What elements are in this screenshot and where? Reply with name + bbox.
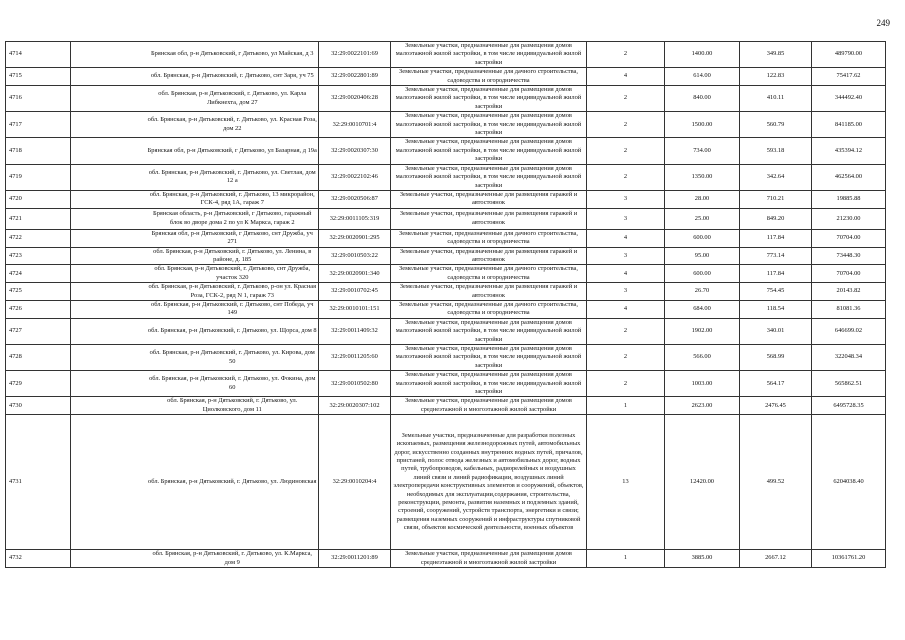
cadastral-value-cell: 19885.88 bbox=[812, 190, 886, 208]
area-cell: 684.00 bbox=[665, 300, 740, 318]
cadastral-number-cell: 32:29:0022102:46 bbox=[319, 164, 391, 190]
cadastral-number-cell: 32:29:0020901:295 bbox=[319, 229, 391, 247]
row-number-cell: 4728 bbox=[6, 345, 71, 371]
cadastral-number-cell: 32:29:0020307:30 bbox=[319, 138, 391, 164]
address-cell: обл. Брянская, р-н Дятьковский, г. Дятьково, ул. Щорса, дом 8 bbox=[147, 318, 319, 344]
row-number-cell: 4729 bbox=[6, 371, 71, 397]
group-number-cell: 4 bbox=[587, 265, 665, 283]
row-number-cell: 4731 bbox=[6, 415, 71, 550]
row-number-cell: 4714 bbox=[6, 42, 71, 68]
table-row bbox=[6, 112, 886, 138]
unit-price-cell: 754.45 bbox=[740, 283, 812, 301]
table-row bbox=[6, 397, 886, 415]
cadastral-value-table bbox=[5, 41, 886, 568]
address-cell: обл. Брянская, р-н Дятьковский, г. Дятьково, ул. Кирова, дом 50 bbox=[147, 345, 319, 371]
table-row bbox=[6, 42, 886, 68]
row-number-cell: 4726 bbox=[6, 300, 71, 318]
empty-cell bbox=[71, 190, 147, 208]
area-cell: 1902.00 bbox=[665, 318, 740, 344]
empty-cell bbox=[71, 550, 147, 568]
cadastral-value-cell: 70704.00 bbox=[812, 265, 886, 283]
empty-cell bbox=[71, 415, 147, 550]
row-number-cell: 4716 bbox=[6, 86, 71, 112]
row-number-cell: 4718 bbox=[6, 138, 71, 164]
land-purpose-cell: Земельные участки, предназначенные для размещения домов малоэтажной жилой застройки, в том числе индивидуальной жилой застройки bbox=[391, 138, 587, 164]
table-row bbox=[6, 345, 886, 371]
area-cell: 3885.00 bbox=[665, 550, 740, 568]
area-cell: 2623.00 bbox=[665, 397, 740, 415]
cadastral-value-cell: 10361761.20 bbox=[812, 550, 886, 568]
address-cell: обл. Брянская, р-н Дятьковский, г. Дятьково, 13 микрорайон, ГСК-4, ряд 1А, гараж 7 bbox=[147, 190, 319, 208]
unit-price-cell: 118.54 bbox=[740, 300, 812, 318]
empty-cell bbox=[71, 318, 147, 344]
row-number-cell: 4727 bbox=[6, 318, 71, 344]
unit-price-cell: 710.21 bbox=[740, 190, 812, 208]
unit-price-cell: 564.17 bbox=[740, 371, 812, 397]
land-purpose-cell: Земельные участки, предназначенные для размещения домов среднеэтажной и многоэтажной жилой застройки bbox=[391, 550, 587, 568]
table-row bbox=[6, 164, 886, 190]
area-cell: 95.00 bbox=[665, 247, 740, 265]
row-number-cell: 4715 bbox=[6, 68, 71, 86]
address-cell: обл. Брянская, р-н Дятьковский, г. Дятьково, снт Дружба, участок 320 bbox=[147, 265, 319, 283]
table-row bbox=[6, 86, 886, 112]
empty-cell bbox=[71, 397, 147, 415]
cadastral-value-cell: 322048.34 bbox=[812, 345, 886, 371]
cadastral-number-cell: 32:29:0010204:4 bbox=[319, 415, 391, 550]
cadastral-value-cell: 21230.00 bbox=[812, 208, 886, 229]
group-number-cell: 4 bbox=[587, 300, 665, 318]
unit-price-cell: 349.85 bbox=[740, 42, 812, 68]
cadastral-number-cell: 32:29:0010503:22 bbox=[319, 247, 391, 265]
empty-cell bbox=[71, 68, 147, 86]
empty-cell bbox=[71, 208, 147, 229]
table-row bbox=[6, 247, 886, 265]
address-cell: Брянская область, р-н Дятьковский, г Дятьково, гаражный блок во дворе дома 2 по ул К Маркса, гараж 2 bbox=[147, 208, 319, 229]
area-cell: 600.00 bbox=[665, 265, 740, 283]
cadastral-number-cell: 32:29:0020406:28 bbox=[319, 86, 391, 112]
group-number-cell: 4 bbox=[587, 229, 665, 247]
group-number-cell: 2 bbox=[587, 318, 665, 344]
cadastral-value-cell: 70704.00 bbox=[812, 229, 886, 247]
cadastral-value-cell: 646699.02 bbox=[812, 318, 886, 344]
cadastral-value-cell: 462564.00 bbox=[812, 164, 886, 190]
group-number-cell: 2 bbox=[587, 371, 665, 397]
unit-price-cell: 773.14 bbox=[740, 247, 812, 265]
empty-cell bbox=[71, 300, 147, 318]
land-purpose-cell: Земельные участки, предназначенные для размещения домов среднеэтажной и многоэтажной жилой застройки bbox=[391, 397, 587, 415]
row-number-cell: 4721 bbox=[6, 208, 71, 229]
table-row bbox=[6, 68, 886, 86]
group-number-cell: 2 bbox=[587, 345, 665, 371]
area-cell: 25.00 bbox=[665, 208, 740, 229]
cadastral-value-cell: 75417.62 bbox=[812, 68, 886, 86]
land-purpose-cell: Земельные участки, предназначенные для размещения домов малоэтажной жилой застройки, в том числе индивидуальной жилой застройки bbox=[391, 42, 587, 68]
empty-cell bbox=[71, 229, 147, 247]
land-purpose-cell: Земельные участки, предназначенные для размещения гаражей и автостоянок bbox=[391, 283, 587, 301]
empty-cell bbox=[71, 247, 147, 265]
table-row bbox=[6, 190, 886, 208]
area-cell: 12420.00 bbox=[665, 415, 740, 550]
group-number-cell: 3 bbox=[587, 283, 665, 301]
row-number-cell: 4723 bbox=[6, 247, 71, 265]
land-purpose-cell: Земельные участки, предназначенные для размещения домов малоэтажной жилой застройки, в том числе индивидуальной жилой застройки bbox=[391, 371, 587, 397]
group-number-cell: 1 bbox=[587, 397, 665, 415]
unit-price-cell: 568.99 bbox=[740, 345, 812, 371]
address-cell: обл. Брянская, р-н Дятьковский, г. Дятьково, р-он ул. Красная Роза, ГСК-2, ряд N 1, гараж 73 bbox=[147, 283, 319, 301]
cadastral-value-cell: 565862.51 bbox=[812, 371, 886, 397]
cadastral-value-cell: 20143.82 bbox=[812, 283, 886, 301]
empty-cell bbox=[71, 112, 147, 138]
table-row bbox=[6, 283, 886, 301]
cadastral-value-cell: 73448.30 bbox=[812, 247, 886, 265]
land-purpose-cell: Земельные участки, предназначенные для дачного строительства, садоводства и огородничества bbox=[391, 68, 587, 86]
unit-price-cell: 117.84 bbox=[740, 229, 812, 247]
unit-price-cell: 849.20 bbox=[740, 208, 812, 229]
cadastral-number-cell: 32:29:0011105:319 bbox=[319, 208, 391, 229]
cadastral-number-cell: 32:29:0010101:151 bbox=[319, 300, 391, 318]
unit-price-cell: 410.11 bbox=[740, 86, 812, 112]
table-row bbox=[6, 550, 886, 568]
cadastral-number-cell: 32:29:0010701:4 bbox=[319, 112, 391, 138]
cadastral-number-cell: 32:29:0011205:60 bbox=[319, 345, 391, 371]
table-row bbox=[6, 300, 886, 318]
cadastral-number-cell: 32:29:0011201:89 bbox=[319, 550, 391, 568]
cadastral-number-cell: 32:29:0010702:45 bbox=[319, 283, 391, 301]
table-row bbox=[6, 371, 886, 397]
land-purpose-cell: Земельные участки, предназначенные для дачного строительства, садоводства и огородничества bbox=[391, 229, 587, 247]
cadastral-value-cell: 489790.00 bbox=[812, 42, 886, 68]
empty-cell bbox=[71, 164, 147, 190]
land-purpose-cell: Земельные участки, предназначенные для размещения гаражей и автостоянок bbox=[391, 247, 587, 265]
group-number-cell: 3 bbox=[587, 208, 665, 229]
address-cell: обл. Брянская, р-н Дятьковский, г. Дятьково, снт Победа, уч 149 bbox=[147, 300, 319, 318]
cadastral-value-cell: 435394.12 bbox=[812, 138, 886, 164]
area-cell: 600.00 bbox=[665, 229, 740, 247]
empty-cell bbox=[71, 265, 147, 283]
group-number-cell: 2 bbox=[587, 86, 665, 112]
area-cell: 1400.00 bbox=[665, 42, 740, 68]
address-cell: обл. Брянская, р-н Дятьковский, г. Дятьково, ул. Людиновская bbox=[147, 415, 319, 550]
cadastral-number-cell: 32:29:0011409:32 bbox=[319, 318, 391, 344]
group-number-cell: 3 bbox=[587, 247, 665, 265]
empty-cell bbox=[71, 345, 147, 371]
unit-price-cell: 2667.12 bbox=[740, 550, 812, 568]
unit-price-cell: 2476.45 bbox=[740, 397, 812, 415]
cadastral-number-cell: 32:29:0020307:102 bbox=[319, 397, 391, 415]
area-cell: 734.00 bbox=[665, 138, 740, 164]
table-row bbox=[6, 229, 886, 247]
area-cell: 1003.00 bbox=[665, 371, 740, 397]
row-number-cell: 4719 bbox=[6, 164, 71, 190]
address-cell: обл. Брянская, р-н Дятьковский, г. Дятьково, ул. К.Маркса, дом 9 bbox=[147, 550, 319, 568]
cadastral-number-cell: 32:29:0020901:340 bbox=[319, 265, 391, 283]
unit-price-cell: 340.01 bbox=[740, 318, 812, 344]
empty-cell bbox=[71, 86, 147, 112]
cadastral-value-cell: 81081.36 bbox=[812, 300, 886, 318]
area-cell: 1500.00 bbox=[665, 112, 740, 138]
table-row bbox=[6, 208, 886, 229]
unit-price-cell: 117.84 bbox=[740, 265, 812, 283]
empty-cell bbox=[71, 138, 147, 164]
cadastral-value-cell: 841185.00 bbox=[812, 112, 886, 138]
group-number-cell: 2 bbox=[587, 164, 665, 190]
row-number-cell: 4725 bbox=[6, 283, 71, 301]
land-purpose-cell: Земельные участки, предназначенные для размещения домов малоэтажной жилой застройки, в том числе индивидуальной жилой застройки bbox=[391, 164, 587, 190]
row-number-cell: 4722 bbox=[6, 229, 71, 247]
group-number-cell: 2 bbox=[587, 138, 665, 164]
area-cell: 614.00 bbox=[665, 68, 740, 86]
group-number-cell: 2 bbox=[587, 42, 665, 68]
land-purpose-cell: Земельные участки, предназначенные для размещения гаражей и автостоянок bbox=[391, 190, 587, 208]
cadastral-number-cell: 32:29:0010502:80 bbox=[319, 371, 391, 397]
address-cell: Брянская обл, р-н Дятьковский, г Дятьково, ул Базарная, д 19а bbox=[147, 138, 319, 164]
group-number-cell: 1 bbox=[587, 550, 665, 568]
cadastral-number-cell: 32:29:0020506:87 bbox=[319, 190, 391, 208]
address-cell: Брянская обл, р-н Дятьковский, г Дятьково, ул Майская, д 3 bbox=[147, 42, 319, 68]
land-purpose-cell: Земельные участки, предназначенные для дачного строительства, садоводства и огородничества bbox=[391, 300, 587, 318]
table-row bbox=[6, 138, 886, 164]
row-number-cell: 4732 bbox=[6, 550, 71, 568]
land-purpose-cell: Земельные участки, предназначенные для размещения гаражей и автостоянок bbox=[391, 208, 587, 229]
area-cell: 26.70 bbox=[665, 283, 740, 301]
area-cell: 840.00 bbox=[665, 86, 740, 112]
group-number-cell: 2 bbox=[587, 112, 665, 138]
area-cell: 566.00 bbox=[665, 345, 740, 371]
cadastral-number-cell: 32:29:0022101:69 bbox=[319, 42, 391, 68]
table-body bbox=[6, 42, 886, 568]
table-row bbox=[6, 318, 886, 344]
row-number-cell: 4720 bbox=[6, 190, 71, 208]
address-cell: обл. Брянская, р-н Дятьковский, г. Дятьково, ул. Фокина, дом 60 bbox=[147, 371, 319, 397]
row-number-cell: 4730 bbox=[6, 397, 71, 415]
land-purpose-cell: Земельные участки, предназначенные для размещения домов малоэтажной жилой застройки, в том числе индивидуальной жилой застройки bbox=[391, 318, 587, 344]
address-cell: Брянская обл, р-н Дятьковский, г Дятьково, снт Дружба, уч 271 bbox=[147, 229, 319, 247]
cadastral-value-cell: 6495728.35 bbox=[812, 397, 886, 415]
address-cell: обл. Брянская, р-н Дятьковский, г. Дятьково, ул. Карла Либкнехта, дом 27 bbox=[147, 86, 319, 112]
address-cell: обл. Брянская, р-н Дятьковский, г. Дятьково, ул. Красная Роза, дом 22 bbox=[147, 112, 319, 138]
address-cell: обл. Брянская, р-н Дятьковский, г. Дятьково, ул. Циолковского, дом 11 bbox=[147, 397, 319, 415]
group-number-cell: 13 bbox=[587, 415, 665, 550]
cadastral-value-cell: 6204038.40 bbox=[812, 415, 886, 550]
land-purpose-cell: Земельные участки, предназначенные для размещения домов малоэтажной жилой застройки, в том числе индивидуальной жилой застройки bbox=[391, 86, 587, 112]
unit-price-cell: 593.18 bbox=[740, 138, 812, 164]
unit-price-cell: 342.64 bbox=[740, 164, 812, 190]
row-number-cell: 4717 bbox=[6, 112, 71, 138]
cadastral-value-cell: 344492.40 bbox=[812, 86, 886, 112]
address-cell: обл. Брянская, р-н Дятьковский, г. Дятьково, ул. Ленина, в районе, д. 185 bbox=[147, 247, 319, 265]
address-cell: обл. Брянская, р-н Дятьковский, г. Дятьково, ул. Светлая, дом 12 а bbox=[147, 164, 319, 190]
land-purpose-cell: Земельные участки, предназначенные для размещения домов малоэтажной жилой застройки, в том числе индивидуальной жилой застройки bbox=[391, 345, 587, 371]
area-cell: 28.00 bbox=[665, 190, 740, 208]
address-cell: обл. Брянская, р-н Дятьковский, г. Дятьково, снт Заря, уч 75 bbox=[147, 68, 319, 86]
area-cell: 1350.00 bbox=[665, 164, 740, 190]
land-purpose-cell: Земельные участки, предназначенные для разработки полезных ископаемых, размещения железнодорожных путей, автомобильных дорог, искусственно созданных внутренних водных путей, причалов, пристаней, полос отвода железных и автомобильных дорог, водных путей, трубопроводов, кабельных, радиорелейных и воздушных линий связи и линий радиофикации, воздушных линий электропередачи конструктивных элементов и сооружений, объектов, необходимых для эксплуатации,содержания, строительства, реконструкции, ремонта, развития наземных и подземных зданий, строений, сооружений, устройств транспорта, энергетики и связи; размещения наземных сооружений и инфраструктуры спутниковой связи, объектов космической деятельности, военных объектов bbox=[391, 415, 587, 550]
page-number: 249 bbox=[876, 18, 890, 28]
group-number-cell: 4 bbox=[587, 68, 665, 86]
land-purpose-cell: Земельные участки, предназначенные для дачного строительства, садоводства и огородничества bbox=[391, 265, 587, 283]
row-number-cell: 4724 bbox=[6, 265, 71, 283]
empty-cell bbox=[71, 42, 147, 68]
unit-price-cell: 499.52 bbox=[740, 415, 812, 550]
unit-price-cell: 560.79 bbox=[740, 112, 812, 138]
group-number-cell: 3 bbox=[587, 190, 665, 208]
empty-cell bbox=[71, 283, 147, 301]
land-purpose-cell: Земельные участки, предназначенные для размещения домов малоэтажной жилой застройки, в том числе индивидуальной жилой застройки bbox=[391, 112, 587, 138]
table-row bbox=[6, 265, 886, 283]
table-row bbox=[6, 415, 886, 550]
empty-cell bbox=[71, 371, 147, 397]
unit-price-cell: 122.83 bbox=[740, 68, 812, 86]
cadastral-number-cell: 32:29:0022801:89 bbox=[319, 68, 391, 86]
